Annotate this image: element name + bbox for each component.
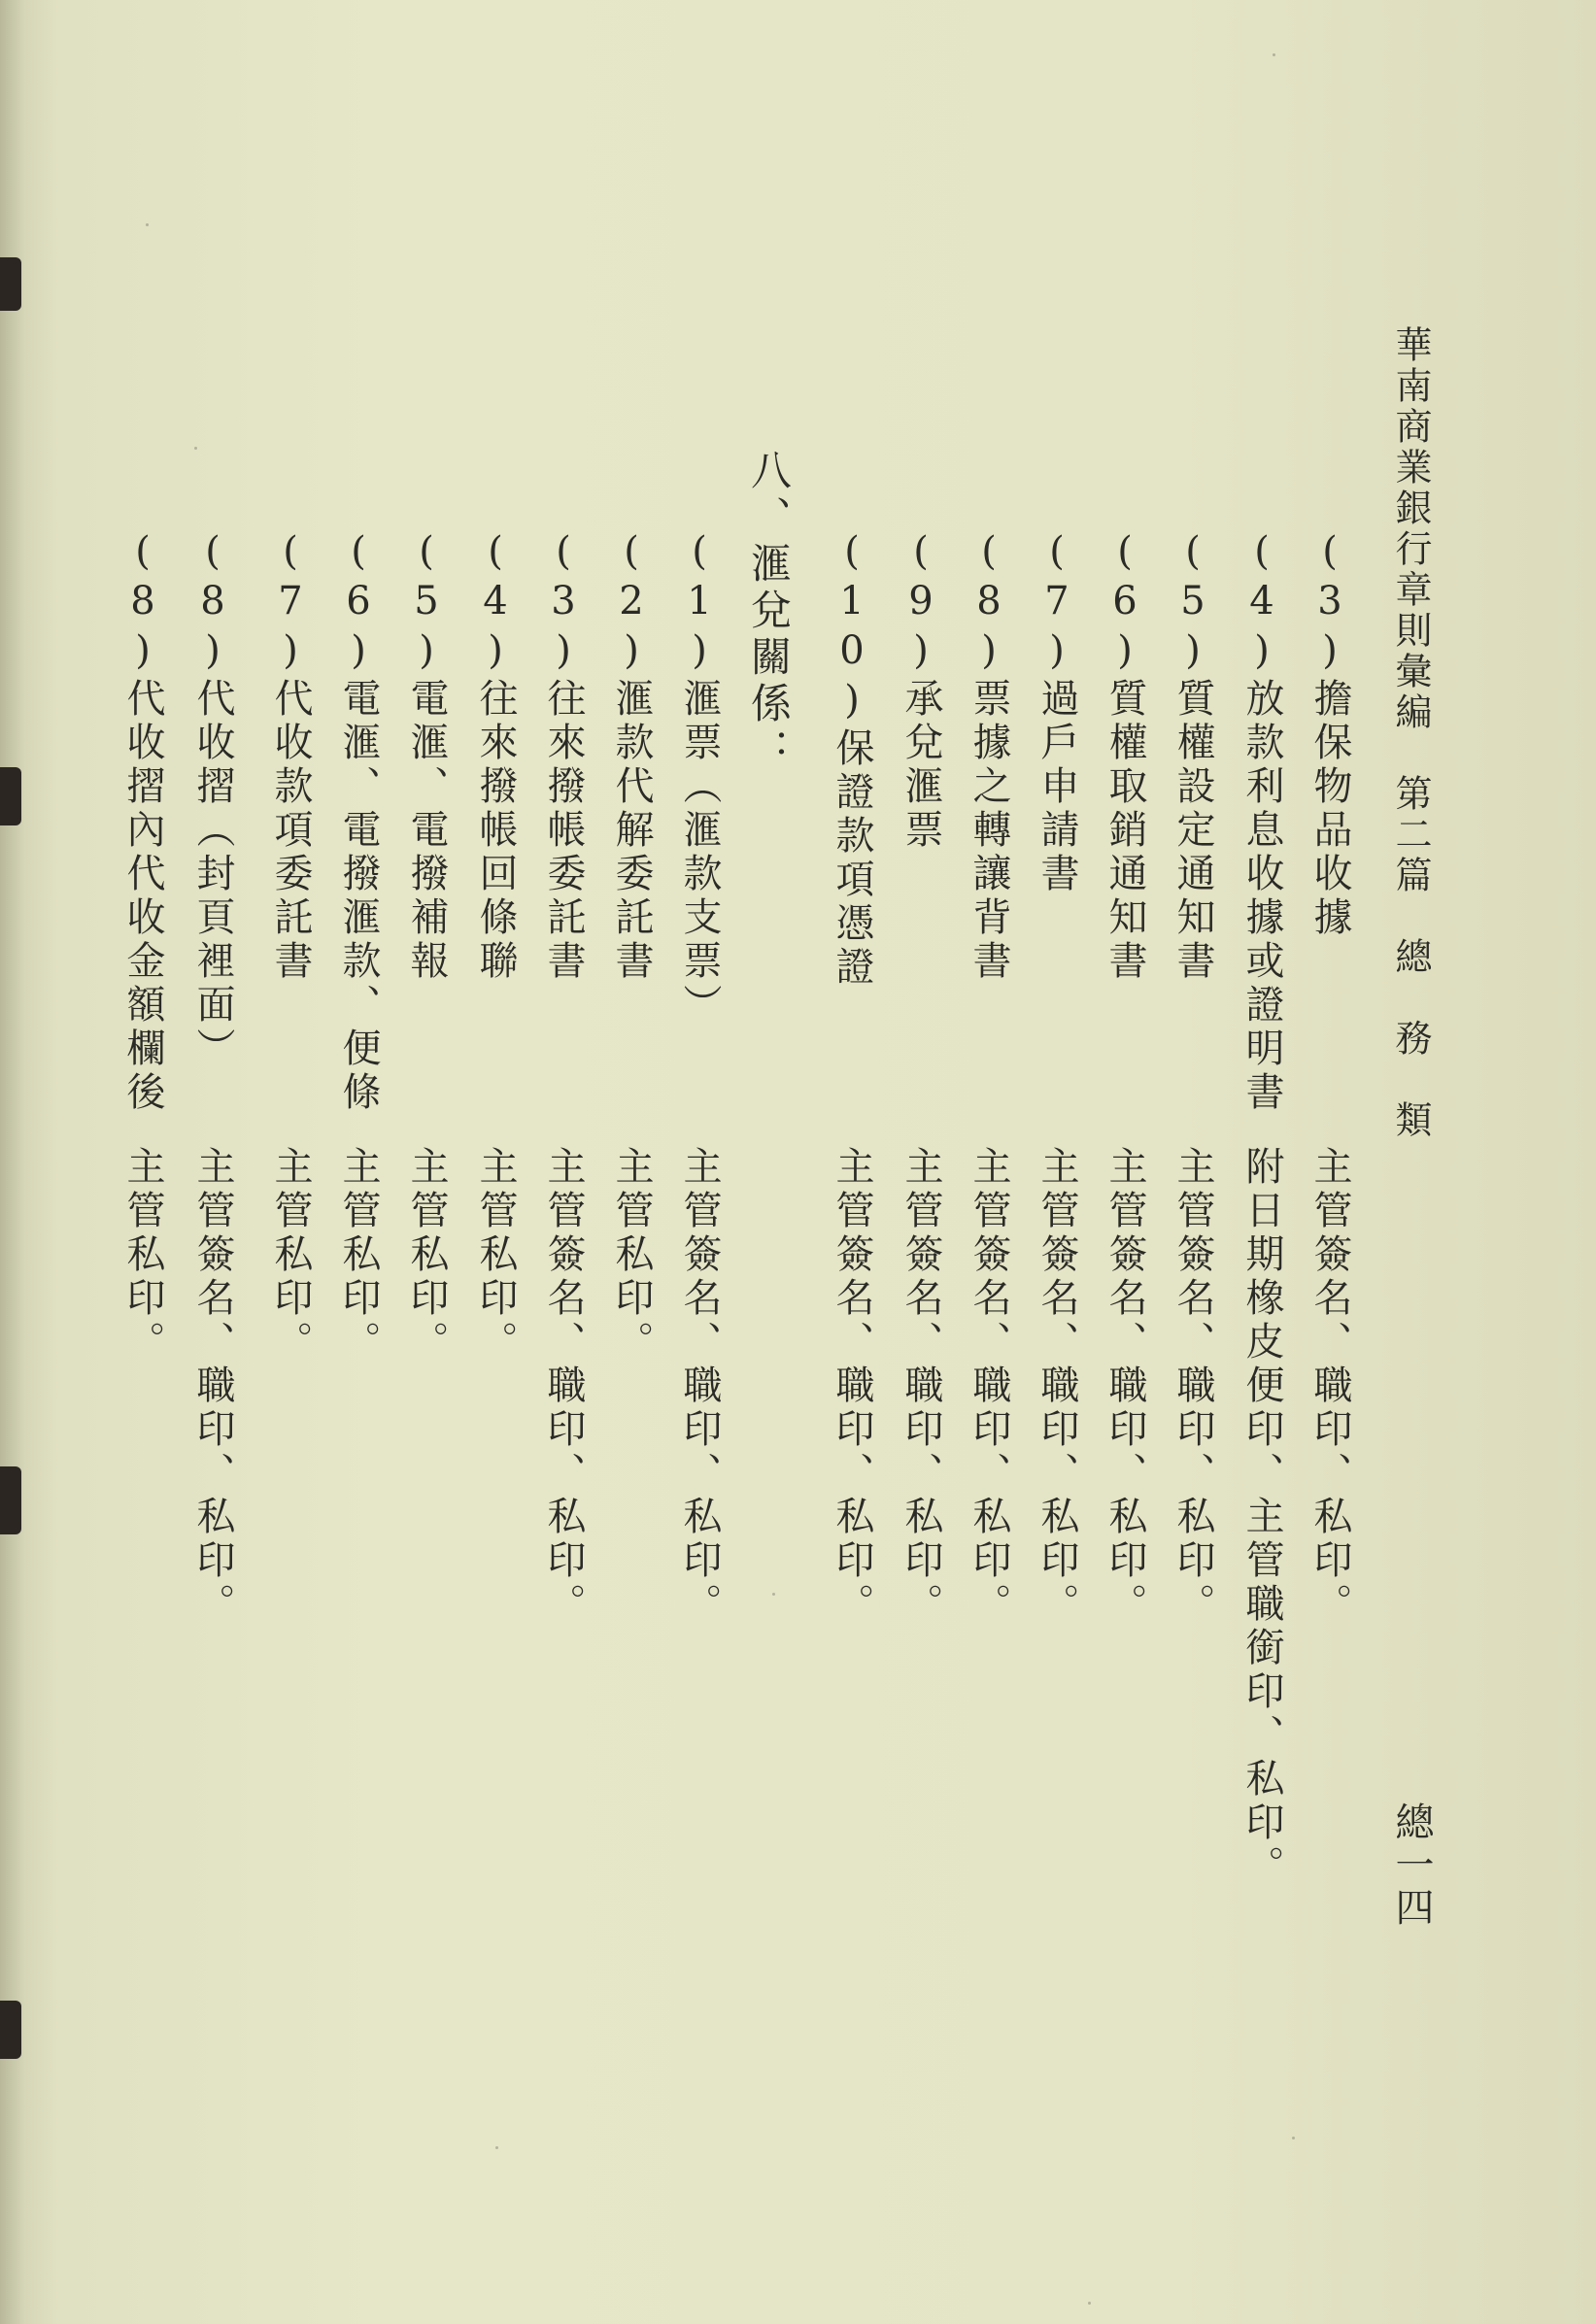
paper-speck bbox=[495, 2146, 498, 2149]
item-label: (1)滙票（滙款支票） bbox=[677, 529, 722, 1027]
item-label: (2)滙款代解委託書 bbox=[609, 529, 654, 984]
binding-mark bbox=[0, 767, 21, 825]
binding-mark bbox=[0, 1466, 21, 1534]
section-heading: 八、滙兌關係： bbox=[745, 449, 793, 775]
item-label: (5)電滙、電撥補報 bbox=[404, 529, 449, 984]
paper-speck bbox=[1273, 53, 1275, 56]
item-seal: 主管私印。 bbox=[120, 1146, 165, 1364]
item-seal: 附日期橡皮便印、主管職銜印、私印。 bbox=[1239, 1146, 1284, 1889]
item-label: (4)往來撥帳回條聯 bbox=[473, 529, 518, 984]
item-label: (3)擔保物品收據 bbox=[1307, 529, 1352, 940]
item-label: (9)承兌滙票 bbox=[899, 529, 943, 853]
item-label: (7)代收款項委託書 bbox=[268, 529, 313, 984]
item-seal: 主管簽名、職印、私印。 bbox=[1307, 1146, 1352, 1627]
item-seal: 主管簽名、職印、私印。 bbox=[1171, 1146, 1215, 1627]
binding-edge bbox=[0, 0, 25, 2324]
item-seal: 主管簽名、職印、私印。 bbox=[677, 1146, 722, 1627]
item-label: (10)保證款項憑證 bbox=[830, 529, 874, 990]
running-header: 華南商業銀行章則彙編 第二篇 總 務 類 bbox=[1389, 325, 1432, 1141]
item-seal: 主管簽名、職印、私印。 bbox=[541, 1146, 586, 1627]
item-label: (6)電滙、電撥滙款、便條 bbox=[336, 529, 381, 1115]
paper-speck bbox=[1292, 2137, 1295, 2139]
page-number: 總一四 bbox=[1389, 1802, 1434, 1930]
item-seal: 主管簽名、職印、私印。 bbox=[1103, 1146, 1147, 1627]
paper-speck bbox=[772, 1593, 775, 1596]
item-seal: 主管私印。 bbox=[404, 1146, 449, 1364]
item-seal: 主管私印。 bbox=[609, 1146, 654, 1364]
item-label: (7)過戶申請書 bbox=[1035, 529, 1079, 896]
item-seal: 主管簽名、職印、私印。 bbox=[899, 1146, 943, 1627]
binding-mark bbox=[0, 2001, 21, 2059]
item-seal: 主管簽名、職印、私印。 bbox=[1035, 1146, 1079, 1627]
item-seal: 主管簽名、職印、私印。 bbox=[967, 1146, 1011, 1627]
paper-speck bbox=[194, 447, 197, 450]
item-seal: 主管簽名、職印、私印。 bbox=[830, 1146, 874, 1627]
item-seal: 主管簽名、職印、私印。 bbox=[190, 1146, 235, 1627]
item-label: (8)代收摺內代收金額欄後 bbox=[120, 529, 165, 1115]
item-label: (8)票據之轉讓背書 bbox=[967, 529, 1011, 984]
item-label: (4)放款利息收據或證明書 bbox=[1239, 529, 1284, 1115]
item-label: (5)質權設定通知書 bbox=[1171, 529, 1215, 984]
binding-mark bbox=[0, 257, 21, 311]
paper-speck bbox=[146, 223, 149, 226]
paper-speck bbox=[1088, 2302, 1091, 2305]
item-seal: 主管私印。 bbox=[336, 1146, 381, 1364]
item-label: (6)質權取銷通知書 bbox=[1103, 529, 1147, 984]
item-seal: 主管私印。 bbox=[473, 1146, 518, 1364]
item-seal: 主管私印。 bbox=[268, 1146, 313, 1364]
item-label: (8)代收摺（封頁裡面） bbox=[190, 529, 235, 1071]
item-label: (3)往來撥帳委託書 bbox=[541, 529, 586, 984]
